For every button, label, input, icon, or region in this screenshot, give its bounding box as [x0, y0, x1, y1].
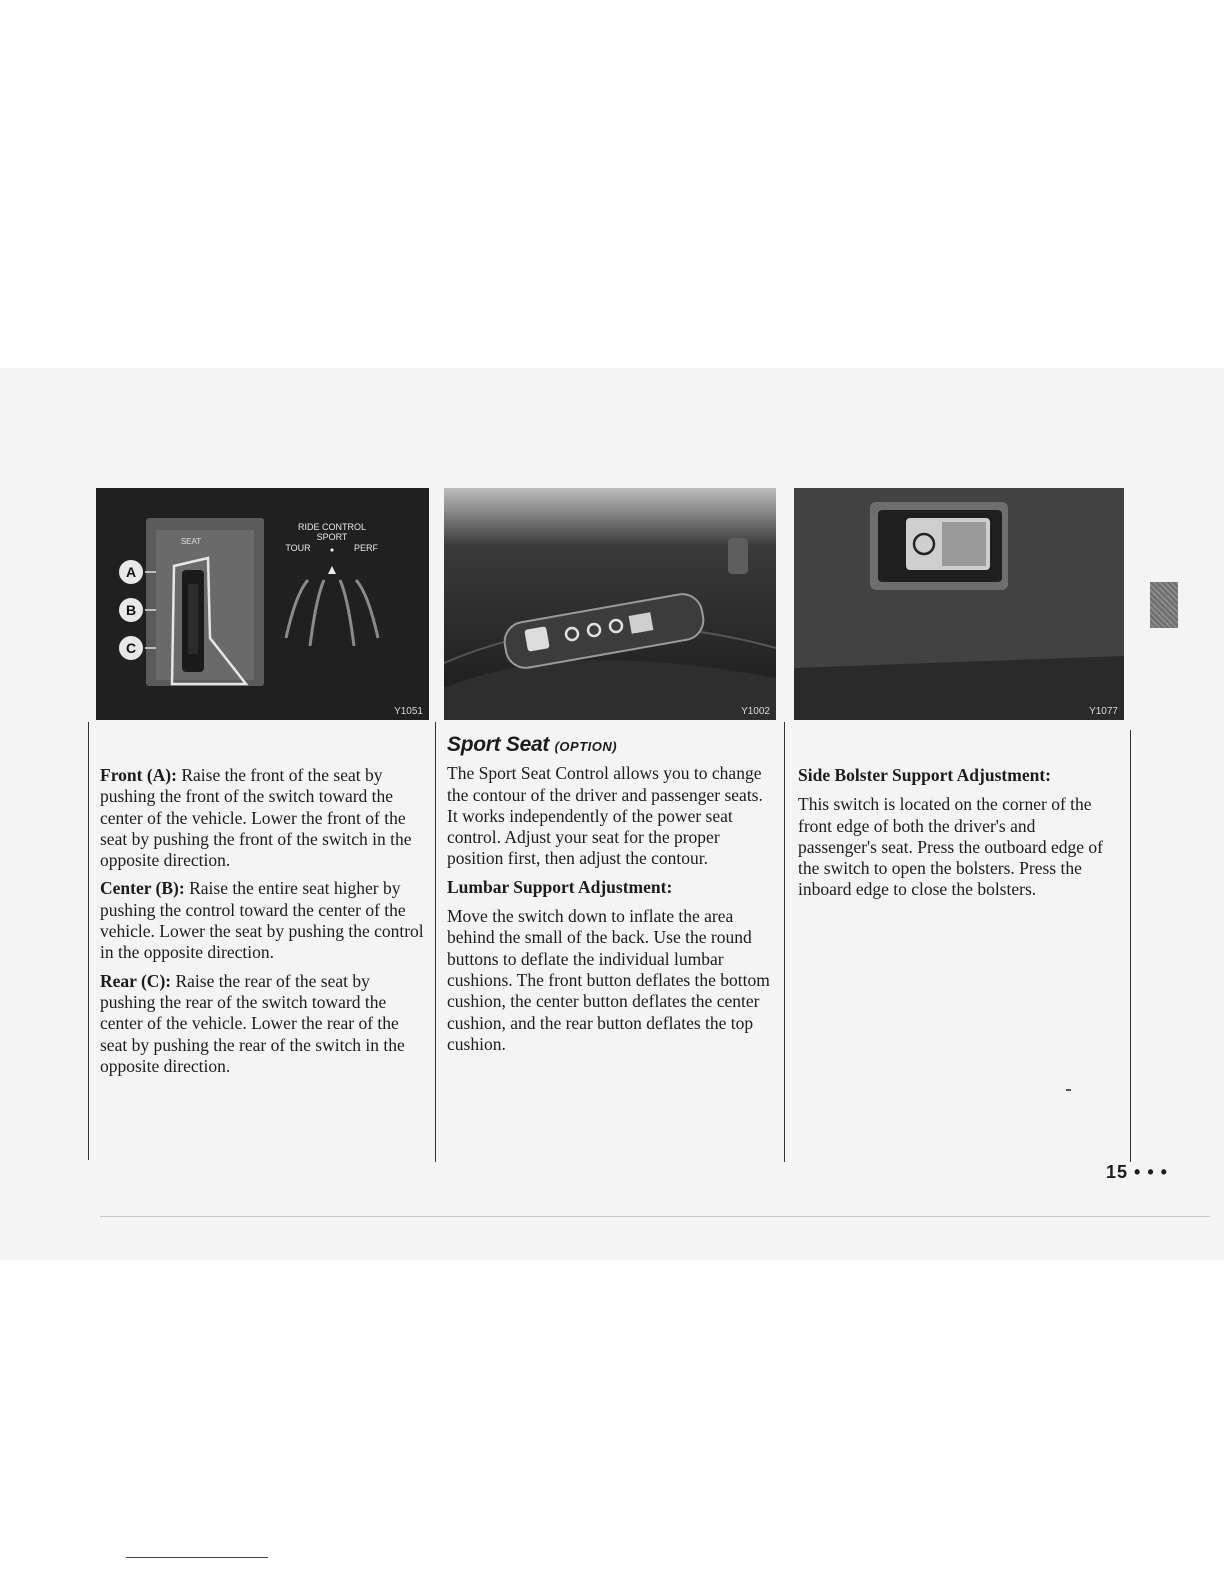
right-column — [798, 765, 1118, 908]
column-rule — [435, 722, 436, 1162]
figure-sport-seat-control — [444, 488, 776, 720]
link-underline[interactable] — [126, 1557, 268, 1558]
ride-control-label: RIDE CONTROL — [297, 522, 367, 532]
front-paragraph — [100, 765, 426, 871]
lumbar-body: Move the switch down to inflate the area behind the small of the back. Use the round buttons to deflate the individual lumbar cushions. The front button deflates the bottom cushion, the center button deflates the center cushion, and the rear button deflates the top cushion. — [447, 906, 770, 1054]
stray-mark — [1066, 1089, 1071, 1091]
side-bolster-body: This switch is located on the corner of the front edge of both the driver's and passenger's seat. Press the outboard edge of the switch to open the bolsters. Press the inboard edge to close the bolsters. — [798, 794, 1103, 900]
front-text: Raise the front of the seat by pushing the front of the switch toward the center of the vehicle. Lower the front of the seat by pushing the front of the switch in the opposite direction. — [100, 765, 412, 871]
middle-column — [447, 734, 773, 1062]
side-bolster-heading: Side Bolster Support Adjustment: — [798, 765, 1051, 785]
figure-side-bolster-switch — [794, 488, 1124, 720]
bottom-rule — [100, 1216, 1210, 1217]
side-bolster-switch-illustration — [794, 488, 1124, 720]
tour-label: TOUR — [285, 543, 311, 553]
option-tag: (OPTION) — [554, 739, 618, 754]
column-rule — [1130, 730, 1131, 1162]
section-tab-marker — [1150, 582, 1178, 628]
figure-seat-switch — [96, 488, 429, 720]
page-number: 15 • • • — [1106, 1162, 1168, 1182]
sport-seat-control-illustration — [444, 488, 776, 720]
callout-b: B — [125, 602, 137, 618]
sport-seat-intro: The Sport Seat Control allows you to change the contour of the driver and passenger seats. It works independently of the power seat control. Adjust your seat for the proper position first, then adjust the contour. — [447, 763, 763, 869]
center-paragraph — [100, 878, 426, 963]
sport-label: SPORT — [316, 532, 348, 542]
front-lead: Front (A): — [100, 765, 177, 785]
column-rule — [88, 722, 89, 1160]
perf-label: PERF — [353, 543, 379, 553]
sport-seat-title: Sport Seat — [447, 733, 550, 756]
column-rule — [784, 722, 785, 1162]
lumbar-heading: Lumbar Support Adjustment: — [447, 876, 673, 897]
figure-code: Y1077 — [1089, 706, 1118, 717]
figure-code: Y1002 — [741, 706, 770, 717]
sport-seat-heading — [447, 734, 773, 757]
rear-lead: Rear (C): — [100, 970, 172, 991]
left-column — [100, 765, 426, 1084]
callout-c: C — [125, 640, 137, 656]
rear-text: Raise the rear of the seat by pushing the rear of the switch toward the center of the vehicle. Lower the rear of the seat by pushing the rear of the switch in the opposite direction. — [100, 970, 405, 1076]
seat-switch-illustration — [96, 488, 429, 720]
center-lead: Center (B): — [100, 878, 185, 899]
center-text: Raise the entire seat higher by pushing the control toward the center of the vehicle. Lower the seat by pushing the control in the opposite direction. — [100, 878, 424, 963]
rear-paragraph — [100, 971, 426, 1077]
figure-code: Y1051 — [394, 706, 423, 717]
callout-a: A — [125, 564, 137, 580]
seat-label: SEAT — [180, 537, 202, 546]
